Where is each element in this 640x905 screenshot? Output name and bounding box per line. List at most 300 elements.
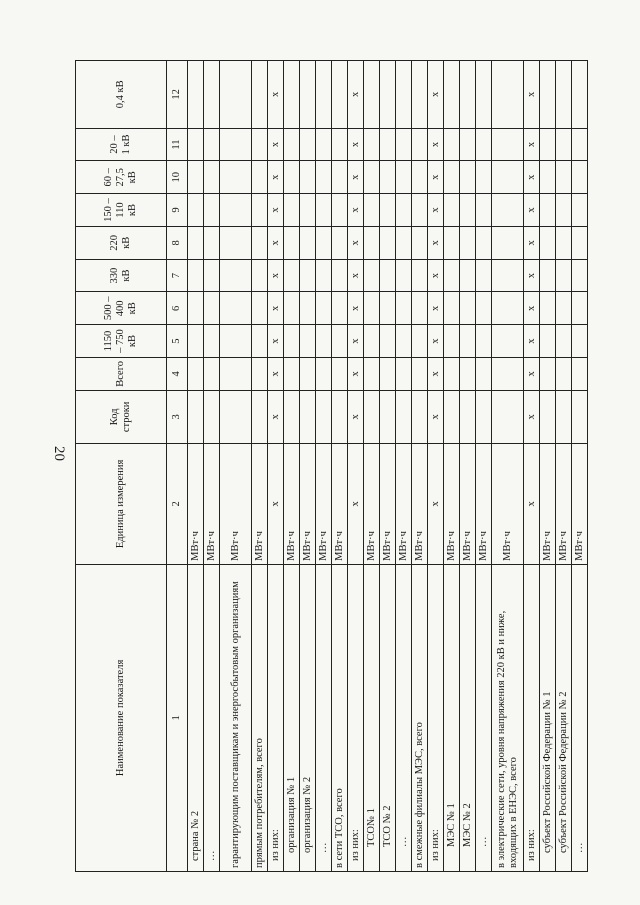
cell-v330 (380, 259, 396, 292)
cell-total (284, 357, 300, 390)
table-row (396, 61, 412, 872)
cell-code (444, 390, 460, 443)
cell-v150 (444, 194, 460, 227)
table-row (428, 61, 444, 872)
cell-code (556, 390, 572, 443)
table-row (188, 61, 204, 872)
col-number: 10 (167, 161, 188, 194)
cell-v04 (220, 61, 252, 129)
cell-code (460, 390, 476, 443)
cell-v1150 (492, 325, 524, 358)
cell-total (396, 357, 412, 390)
data-table (75, 60, 588, 872)
cell-unit: МВт·ч (556, 443, 572, 564)
cell-code (380, 390, 396, 443)
cell-v20 (476, 128, 492, 161)
cell-v500 (572, 292, 588, 325)
cell-v1150 (556, 325, 572, 358)
cell-v500 (412, 292, 428, 325)
cell-v04 (332, 61, 348, 129)
cell-v1150 (364, 325, 380, 358)
cell-v1150: х (348, 325, 364, 358)
cell-v1150 (332, 325, 348, 358)
cell-total (316, 357, 332, 390)
table-row (332, 61, 348, 872)
cell-total (460, 357, 476, 390)
cell-code: х (268, 390, 284, 443)
cell-v20 (364, 128, 380, 161)
cell-v150 (412, 194, 428, 227)
cell-v60 (188, 161, 204, 194)
cell-v500 (476, 292, 492, 325)
cell-v220 (252, 226, 268, 259)
header-v150: 150 – 110 кВ (76, 194, 167, 227)
cell-v04 (460, 61, 476, 129)
cell-v04 (492, 61, 524, 129)
cell-v20: х (268, 128, 284, 161)
cell-unit: МВт·ч (380, 443, 396, 564)
cell-v330: х (268, 259, 284, 292)
cell-v20 (220, 128, 252, 161)
cell-name: организация № 1 (284, 564, 300, 871)
cell-unit: МВт·ч (204, 443, 220, 564)
cell-v20 (204, 128, 220, 161)
cell-code: х (524, 390, 540, 443)
cell-code (412, 390, 428, 443)
table-row (460, 61, 476, 872)
cell-v330 (220, 259, 252, 292)
table-row (524, 61, 540, 872)
cell-total (332, 357, 348, 390)
table-wrapper (75, 60, 605, 872)
cell-v60 (540, 161, 556, 194)
cell-code (476, 390, 492, 443)
cell-v20 (188, 128, 204, 161)
cell-v220: х (348, 226, 364, 259)
cell-total (476, 357, 492, 390)
cell-v20 (540, 128, 556, 161)
cell-v220 (284, 226, 300, 259)
cell-v220 (364, 226, 380, 259)
cell-v500 (540, 292, 556, 325)
col-number: 5 (167, 325, 188, 358)
cell-code (492, 390, 524, 443)
cell-v1150 (460, 325, 476, 358)
cell-name: … (476, 564, 492, 871)
col-number: 7 (167, 259, 188, 292)
cell-unit: х (268, 443, 284, 564)
table-row (476, 61, 492, 872)
cell-v04: х (268, 61, 284, 129)
cell-v60 (492, 161, 524, 194)
cell-v150 (204, 194, 220, 227)
cell-v1150 (188, 325, 204, 358)
cell-v220 (476, 226, 492, 259)
cell-name: в смежные филиалы МЭС, всего (412, 564, 428, 871)
cell-v330 (364, 259, 380, 292)
cell-v60 (396, 161, 412, 194)
cell-v150 (556, 194, 572, 227)
cell-unit: МВт·ч (316, 443, 332, 564)
cell-v500 (252, 292, 268, 325)
cell-v220 (300, 226, 316, 259)
cell-code (364, 390, 380, 443)
cell-v330 (284, 259, 300, 292)
cell-name: … (204, 564, 220, 871)
cell-v60 (284, 161, 300, 194)
cell-total (188, 357, 204, 390)
cell-v04: х (428, 61, 444, 129)
cell-v1150 (476, 325, 492, 358)
cell-name: ТСО№ 1 (364, 564, 380, 871)
cell-v500 (300, 292, 316, 325)
cell-v60 (220, 161, 252, 194)
cell-v04 (252, 61, 268, 129)
cell-v20 (572, 128, 588, 161)
cell-v60 (380, 161, 396, 194)
cell-v220 (572, 226, 588, 259)
cell-v04 (572, 61, 588, 129)
cell-v04 (412, 61, 428, 129)
cell-total: х (268, 357, 284, 390)
cell-v500 (316, 292, 332, 325)
cell-v04 (476, 61, 492, 129)
cell-unit: МВт·ч (540, 443, 556, 564)
cell-v220: х (428, 226, 444, 259)
cell-total: х (524, 357, 540, 390)
cell-v60 (204, 161, 220, 194)
cell-v1150 (412, 325, 428, 358)
cell-v04 (556, 61, 572, 129)
table-row (540, 61, 556, 872)
column-number-row (167, 61, 188, 872)
cell-v330 (444, 259, 460, 292)
cell-total (444, 357, 460, 390)
cell-v500 (460, 292, 476, 325)
table-row (316, 61, 332, 872)
header-v1150: 1150 – 750 кВ (76, 325, 167, 358)
table-row (444, 61, 460, 872)
table-row (492, 61, 524, 872)
cell-code (300, 390, 316, 443)
table-row (252, 61, 268, 872)
cell-code (332, 390, 348, 443)
header-v220: 220 кВ (76, 226, 167, 259)
cell-unit: МВт·ч (220, 443, 252, 564)
cell-total (572, 357, 588, 390)
cell-v330 (492, 259, 524, 292)
cell-v500 (396, 292, 412, 325)
cell-v330 (572, 259, 588, 292)
cell-v60 (444, 161, 460, 194)
cell-v60 (252, 161, 268, 194)
cell-total (380, 357, 396, 390)
cell-name: ТСО № 2 (380, 564, 396, 871)
cell-code (220, 390, 252, 443)
cell-v04: х (348, 61, 364, 129)
cell-v150 (380, 194, 396, 227)
cell-v60: х (348, 161, 364, 194)
cell-unit: МВт·ч (460, 443, 476, 564)
cell-v60: х (524, 161, 540, 194)
cell-v330 (396, 259, 412, 292)
cell-v220 (316, 226, 332, 259)
table-body (188, 61, 588, 872)
cell-total (300, 357, 316, 390)
cell-v500: х (268, 292, 284, 325)
cell-unit: МВт·ч (476, 443, 492, 564)
cell-v20 (396, 128, 412, 161)
header-v20: 20 – 1 кВ (76, 128, 167, 161)
cell-name: МЭС № 2 (460, 564, 476, 871)
cell-v60 (556, 161, 572, 194)
cell-v04 (188, 61, 204, 129)
cell-v330 (300, 259, 316, 292)
cell-total (540, 357, 556, 390)
cell-v220 (492, 226, 524, 259)
cell-v500 (220, 292, 252, 325)
cell-v04 (316, 61, 332, 129)
cell-v220 (444, 226, 460, 259)
cell-v150 (300, 194, 316, 227)
cell-unit: МВт·ч (188, 443, 204, 564)
table-row (300, 61, 316, 872)
cell-v330 (556, 259, 572, 292)
cell-v04 (540, 61, 556, 129)
rotated-table-container (75, 60, 605, 872)
cell-v330 (252, 259, 268, 292)
cell-unit: х (428, 443, 444, 564)
cell-unit: МВт·ч (284, 443, 300, 564)
cell-v20 (300, 128, 316, 161)
table-row (572, 61, 588, 872)
cell-v1150 (572, 325, 588, 358)
cell-v1150 (220, 325, 252, 358)
cell-code: х (428, 390, 444, 443)
cell-v150: х (524, 194, 540, 227)
cell-total (412, 357, 428, 390)
cell-v60: х (268, 161, 284, 194)
col-number: 11 (167, 128, 188, 161)
cell-v220 (556, 226, 572, 259)
cell-v220 (412, 226, 428, 259)
cell-v220 (204, 226, 220, 259)
cell-v04 (396, 61, 412, 129)
cell-v150 (220, 194, 252, 227)
cell-v60 (332, 161, 348, 194)
cell-v1150 (444, 325, 460, 358)
header-v60: 60 – 27,5 кВ (76, 161, 167, 194)
cell-v1150: х (268, 325, 284, 358)
cell-v60: х (428, 161, 444, 194)
cell-name: гарантирующим поставщикам и энергосбытовым организациям (220, 564, 252, 871)
cell-code (540, 390, 556, 443)
cell-code: х (348, 390, 364, 443)
cell-v20 (556, 128, 572, 161)
cell-v150 (252, 194, 268, 227)
cell-v500: х (524, 292, 540, 325)
cell-v500 (444, 292, 460, 325)
header-code: Код строки (76, 390, 167, 443)
table-row (412, 61, 428, 872)
cell-v20 (316, 128, 332, 161)
cell-v500 (204, 292, 220, 325)
col-number: 4 (167, 357, 188, 390)
cell-v150 (332, 194, 348, 227)
cell-name: прямым потребителям, всего (252, 564, 268, 871)
cell-unit: МВт·ч (572, 443, 588, 564)
cell-v20 (332, 128, 348, 161)
cell-total (364, 357, 380, 390)
cell-name: из них: (524, 564, 540, 871)
cell-total (220, 357, 252, 390)
cell-unit: МВт·ч (396, 443, 412, 564)
table-row (556, 61, 572, 872)
cell-total: х (348, 357, 364, 390)
cell-v04 (204, 61, 220, 129)
cell-unit: МВт·ч (252, 443, 268, 564)
cell-v330: х (524, 259, 540, 292)
cell-v150 (572, 194, 588, 227)
cell-v500 (188, 292, 204, 325)
cell-v220 (188, 226, 204, 259)
cell-v330 (412, 259, 428, 292)
cell-v500 (492, 292, 524, 325)
cell-v150: х (268, 194, 284, 227)
cell-v1150: х (524, 325, 540, 358)
header-name: Наименование показателя (76, 564, 167, 871)
cell-v1150 (252, 325, 268, 358)
cell-unit: МВт·ч (444, 443, 460, 564)
cell-v150 (188, 194, 204, 227)
cell-total (556, 357, 572, 390)
col-number: 1 (167, 564, 188, 871)
cell-code (204, 390, 220, 443)
cell-code (252, 390, 268, 443)
cell-v04 (284, 61, 300, 129)
cell-v220 (220, 226, 252, 259)
cell-v20: х (348, 128, 364, 161)
cell-v500 (284, 292, 300, 325)
cell-v150 (284, 194, 300, 227)
cell-v04: х (524, 61, 540, 129)
cell-v60 (476, 161, 492, 194)
table-row (364, 61, 380, 872)
cell-unit: х (348, 443, 364, 564)
cell-name: в электрические сети, уровня напряжения 220 кВ и ниже, входящих в ЕНЭС, всего (492, 564, 524, 871)
cell-v60 (460, 161, 476, 194)
cell-v1150 (316, 325, 332, 358)
cell-v500 (332, 292, 348, 325)
cell-v04 (300, 61, 316, 129)
cell-name: из них: (268, 564, 284, 871)
cell-name: … (316, 564, 332, 871)
cell-v1150 (204, 325, 220, 358)
cell-v150: х (348, 194, 364, 227)
cell-v04 (364, 61, 380, 129)
cell-unit: х (524, 443, 540, 564)
cell-code (572, 390, 588, 443)
cell-name: МЭС № 1 (444, 564, 460, 871)
cell-v330 (476, 259, 492, 292)
header-v04: 0,4 кВ (76, 61, 167, 129)
cell-unit: МВт·ч (332, 443, 348, 564)
col-number: 9 (167, 194, 188, 227)
cell-v150 (460, 194, 476, 227)
header-v500: 500 – 400 кВ (76, 292, 167, 325)
table-row (380, 61, 396, 872)
cell-v220 (540, 226, 556, 259)
page-number: 20 (51, 446, 67, 461)
cell-v150 (364, 194, 380, 227)
cell-v220: х (268, 226, 284, 259)
col-number: 6 (167, 292, 188, 325)
cell-name: страна № 2 (188, 564, 204, 871)
cell-v20 (460, 128, 476, 161)
cell-v220 (380, 226, 396, 259)
cell-v330 (204, 259, 220, 292)
table-row (220, 61, 252, 872)
cell-v60 (300, 161, 316, 194)
cell-v150: х (428, 194, 444, 227)
cell-v04 (380, 61, 396, 129)
col-number: 3 (167, 390, 188, 443)
cell-v60 (316, 161, 332, 194)
cell-v330 (540, 259, 556, 292)
cell-v220 (460, 226, 476, 259)
cell-v220 (332, 226, 348, 259)
cell-v500 (556, 292, 572, 325)
cell-v20: х (524, 128, 540, 161)
cell-v330 (188, 259, 204, 292)
cell-name: в сети ТСО, всего (332, 564, 348, 871)
cell-v60 (412, 161, 428, 194)
table-row (284, 61, 300, 872)
cell-name: … (396, 564, 412, 871)
col-number: 12 (167, 61, 188, 129)
cell-v20 (444, 128, 460, 161)
cell-code (316, 390, 332, 443)
cell-v330 (316, 259, 332, 292)
cell-v500: х (428, 292, 444, 325)
cell-unit: МВт·ч (412, 443, 428, 564)
cell-v1150 (540, 325, 556, 358)
cell-v220 (396, 226, 412, 259)
cell-v1150 (396, 325, 412, 358)
cell-name: субъект Российской Федерации № 2 (556, 564, 572, 871)
cell-unit: МВт·ч (492, 443, 524, 564)
cell-v330 (332, 259, 348, 292)
cell-v60 (364, 161, 380, 194)
cell-v330 (460, 259, 476, 292)
header-total: Всего (76, 357, 167, 390)
cell-v20 (284, 128, 300, 161)
cell-v20 (380, 128, 396, 161)
cell-name: организация № 2 (300, 564, 316, 871)
cell-v330: х (428, 259, 444, 292)
cell-v1150 (300, 325, 316, 358)
cell-v1150 (380, 325, 396, 358)
cell-v150 (540, 194, 556, 227)
cell-v150 (476, 194, 492, 227)
cell-v20: х (428, 128, 444, 161)
cell-v1150: х (428, 325, 444, 358)
cell-v04 (444, 61, 460, 129)
cell-v60 (572, 161, 588, 194)
cell-total (204, 357, 220, 390)
cell-name: … (572, 564, 588, 871)
cell-code (284, 390, 300, 443)
